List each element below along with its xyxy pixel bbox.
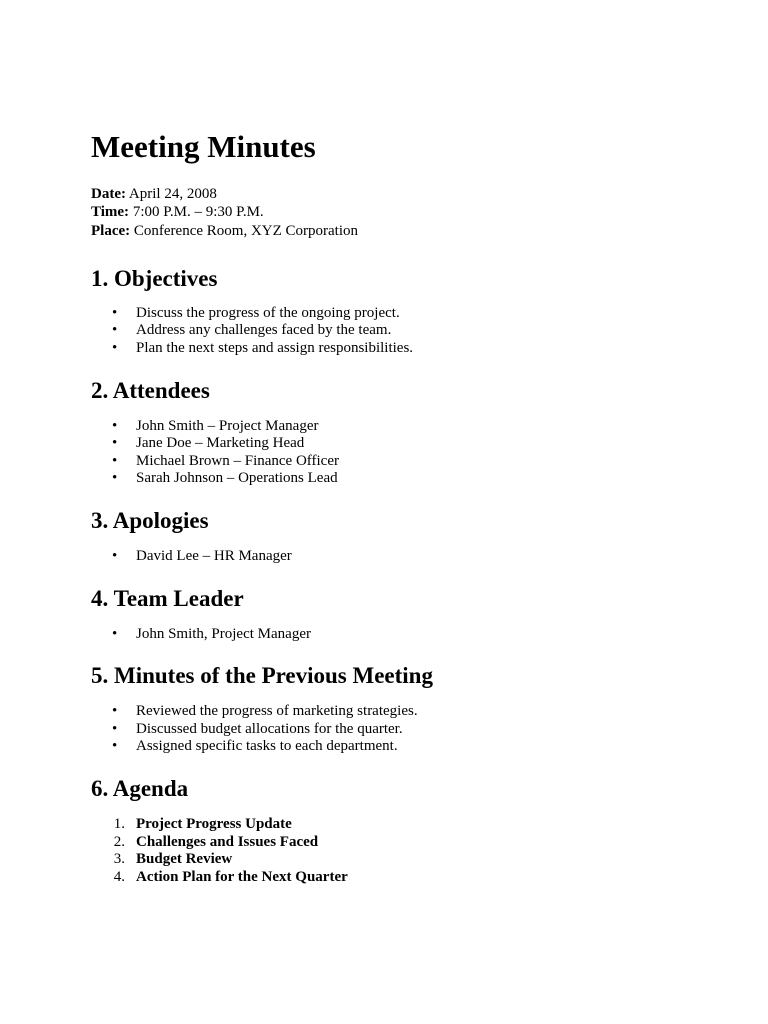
agenda-item-number: 3.: [113, 851, 125, 868]
list-item: • Reviewed the progress of marketing strategies.: [91, 703, 768, 721]
previous-meeting-list: [91, 703, 768, 756]
place-row: [91, 222, 768, 240]
list-item: • John Smith – Project Manager: [91, 418, 768, 436]
attendees-list: [91, 418, 768, 488]
section-heading-attendees: 2. Attendees: [91, 377, 210, 403]
agenda-item-text: Challenges and Issues Faced: [136, 833, 319, 850]
agenda-item-number: 4.: [113, 868, 125, 885]
agenda-item: [91, 869, 768, 887]
agenda-item-number: 1.: [113, 816, 125, 833]
time-label: Time:: [91, 204, 130, 221]
agenda-item-text: Project Progress Update: [136, 816, 292, 833]
section-heading-apologies: 3. Apologies: [91, 508, 209, 534]
agenda-item-text: Action Plan for the Next Quarter: [136, 868, 348, 885]
list-item: • John Smith, Project Manager: [91, 626, 768, 644]
list-item: • Michael Brown – Finance Officer: [91, 453, 768, 471]
date-row: [91, 185, 768, 203]
date-label: Date:: [91, 186, 126, 202]
list-item: • Jane Doe – Marketing Head: [91, 435, 768, 453]
section-heading-agenda: 6. Agenda: [91, 776, 189, 802]
list-item: • Assigned specific tasks to each department.: [91, 738, 768, 756]
place-value: Conference Room, XYZ Corporation: [133, 222, 359, 239]
time-row: [91, 203, 768, 221]
agenda-item: [91, 816, 768, 834]
page-title: Meeting Minutes: [91, 129, 316, 164]
place-label: Place:: [91, 222, 131, 239]
team-leader-list: [91, 626, 768, 644]
list-item: • Address any challenges faced by the team.: [91, 322, 768, 340]
time-value: 7:00 P.M. – 9:30 P.M.: [132, 204, 264, 221]
meeting-details: [91, 185, 768, 240]
agenda-item-text: Budget Review: [136, 851, 233, 868]
list-item: • Discussed budget allocations for the quarter.: [91, 721, 768, 739]
list-item: • David Lee – HR Manager: [91, 548, 768, 566]
objectives-list: [91, 305, 768, 358]
list-item: • Discuss the progress of the ongoing project.: [91, 305, 768, 323]
section-heading-objectives: 1. Objectives: [91, 265, 218, 291]
agenda-item-number: 2.: [113, 833, 125, 850]
apologies-list: [91, 548, 768, 566]
section-heading-team-leader: 4. Team Leader: [91, 585, 244, 611]
section-heading-previous-meeting: 5. Minutes of the Previous Meeting: [91, 663, 433, 689]
agenda-list: [91, 816, 768, 886]
agenda-item: [91, 851, 768, 869]
date-value: April 24, 2008: [128, 186, 217, 202]
agenda-item: [91, 834, 768, 852]
list-item: • Plan the next steps and assign responsibilities.: [91, 340, 768, 358]
list-item: • Sarah Johnson – Operations Lead: [91, 470, 768, 488]
